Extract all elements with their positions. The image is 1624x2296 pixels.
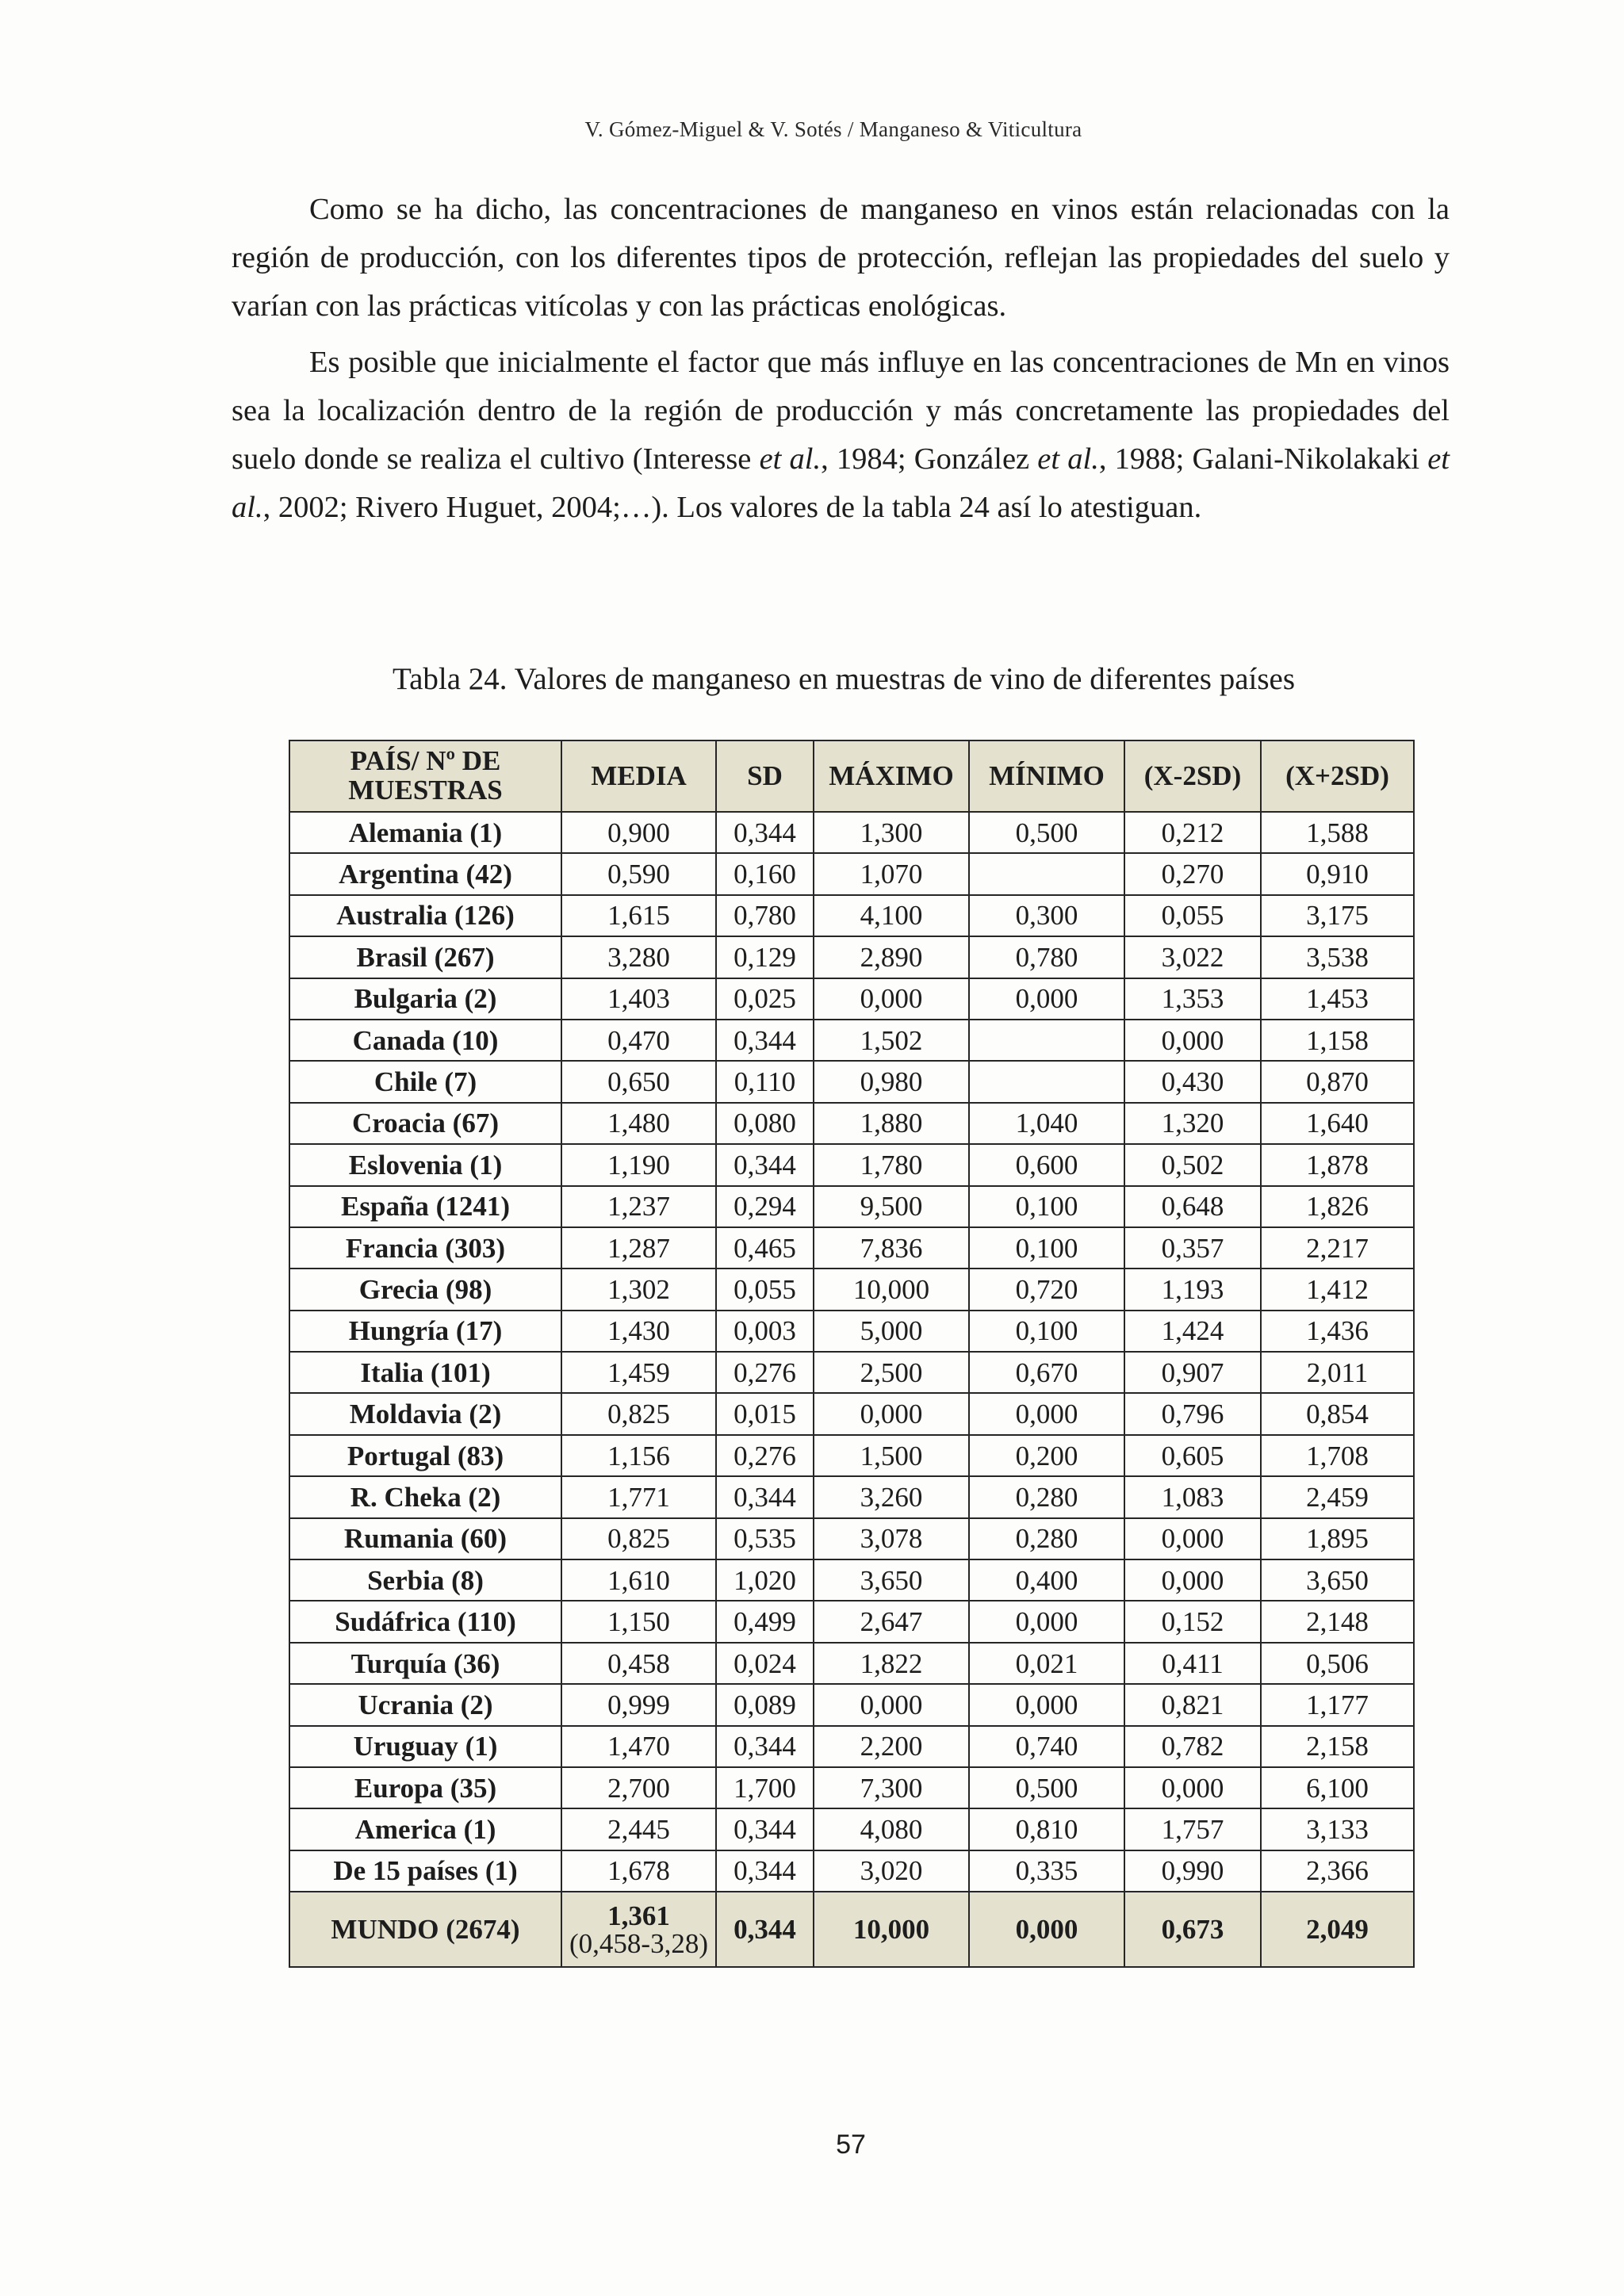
cell-x-plus-2sd: 2,158	[1261, 1726, 1414, 1767]
page-number: 57	[836, 2130, 866, 2160]
cell-maximo: 3,020	[814, 1850, 969, 1892]
table-row	[289, 1684, 1414, 1725]
table-row	[289, 1559, 1414, 1601]
cell-minimo: 0,280	[969, 1476, 1124, 1517]
cell-x-plus-2sd: 1,177	[1261, 1684, 1414, 1725]
cell-x-plus-2sd: 0,854	[1261, 1393, 1414, 1434]
cell-minimo	[969, 1061, 1124, 1102]
cell-minimo: 0,000	[969, 978, 1124, 1020]
cell-sd: 0,535	[716, 1518, 814, 1559]
cell-sd: 0,024	[716, 1643, 814, 1684]
cell-maximo: 1,300	[814, 812, 969, 853]
cell-country: Brasil (267)	[289, 936, 561, 978]
cell-country: R. Cheka (2)	[289, 1476, 561, 1517]
col-header-country: PAÍS/ Nº DE MUESTRAS	[289, 740, 561, 812]
cell-media: 0,825	[561, 1518, 716, 1559]
cell-media: 1,287	[561, 1227, 716, 1269]
cell-country: Eslovenia (1)	[289, 1144, 561, 1185]
cell-x-minus-2sd: 0,990	[1124, 1850, 1261, 1892]
cell-sd: 0,129	[716, 936, 814, 978]
cell-minimo	[969, 853, 1124, 894]
cell-x-plus-2sd: 2,148	[1261, 1601, 1414, 1642]
cell-x-plus-2sd: 1,436	[1261, 1311, 1414, 1352]
cell-maximo: 4,100	[814, 895, 969, 936]
cell-media: 0,650	[561, 1061, 716, 1102]
text-run: , 1988; Galani-Nikolakaki	[1098, 442, 1428, 476]
cell-x-plus-2sd: 2,011	[1261, 1352, 1414, 1393]
cell-x-minus-2sd: 0,270	[1124, 853, 1261, 894]
cell-minimo: 0,335	[969, 1850, 1124, 1892]
cell-minimo: 0,500	[969, 812, 1124, 853]
cell-sd: 0,276	[716, 1352, 814, 1393]
cell-maximo: 0,980	[814, 1061, 969, 1102]
cell-media: 1,430	[561, 1311, 716, 1352]
cell-minimo: 0,021	[969, 1643, 1124, 1684]
total-media-cell	[561, 1892, 716, 1967]
table-row	[289, 1808, 1414, 1850]
table-header-row	[289, 740, 1414, 812]
table-row	[289, 895, 1414, 936]
table-row	[289, 1601, 1414, 1642]
cell-maximo: 0,000	[814, 1393, 969, 1434]
citation-italic: et al.	[759, 442, 822, 476]
cell-country: Italia (101)	[289, 1352, 561, 1393]
cell-sd: 0,344	[716, 1850, 814, 1892]
cell-media: 1,470	[561, 1726, 716, 1767]
cell-sd: 0,025	[716, 978, 814, 1020]
total-media: 1,361	[607, 1900, 670, 1931]
cell-sd: 1,700	[716, 1767, 814, 1808]
total-sd: 0,344	[716, 1892, 814, 1967]
cell-maximo: 2,647	[814, 1601, 969, 1642]
cell-media: 1,403	[561, 978, 716, 1020]
cell-x-minus-2sd: 0,000	[1124, 1020, 1261, 1061]
cell-minimo: 0,500	[969, 1767, 1124, 1808]
cell-sd: 0,344	[716, 812, 814, 853]
cell-x-plus-2sd: 1,588	[1261, 812, 1414, 853]
cell-sd: 0,015	[716, 1393, 814, 1434]
cell-country: Croacia (67)	[289, 1103, 561, 1144]
cell-maximo: 5,000	[814, 1311, 969, 1352]
table-row	[289, 1144, 1414, 1185]
cell-minimo: 0,000	[969, 1601, 1124, 1642]
cell-maximo: 3,078	[814, 1518, 969, 1559]
cell-x-plus-2sd: 1,158	[1261, 1020, 1414, 1061]
manganese-table	[289, 740, 1415, 1968]
cell-x-minus-2sd: 1,193	[1124, 1269, 1261, 1310]
cell-x-plus-2sd: 0,870	[1261, 1061, 1414, 1102]
cell-country: Moldavia (2)	[289, 1393, 561, 1434]
cell-x-minus-2sd: 1,083	[1124, 1476, 1261, 1517]
cell-country: Francia (303)	[289, 1227, 561, 1269]
cell-media: 0,999	[561, 1684, 716, 1725]
cell-x-plus-2sd: 1,895	[1261, 1518, 1414, 1559]
cell-minimo: 0,740	[969, 1726, 1124, 1767]
cell-country: America (1)	[289, 1808, 561, 1850]
cell-x-plus-2sd: 1,826	[1261, 1186, 1414, 1227]
cell-sd: 0,344	[716, 1726, 814, 1767]
table-row	[289, 1850, 1414, 1892]
cell-minimo: 0,720	[969, 1269, 1124, 1310]
cell-sd: 0,276	[716, 1435, 814, 1476]
cell-country: Serbia (8)	[289, 1559, 561, 1601]
cell-x-minus-2sd: 0,907	[1124, 1352, 1261, 1393]
table-row	[289, 1726, 1414, 1767]
cell-maximo: 2,200	[814, 1726, 969, 1767]
cell-x-plus-2sd: 1,878	[1261, 1144, 1414, 1185]
cell-minimo	[969, 1020, 1124, 1061]
cell-x-plus-2sd: 3,133	[1261, 1808, 1414, 1850]
table-row	[289, 1518, 1414, 1559]
cell-media: 0,825	[561, 1393, 716, 1434]
cell-country: Australia (126)	[289, 895, 561, 936]
table-row	[289, 1393, 1414, 1434]
cell-sd: 0,080	[716, 1103, 814, 1144]
table-row	[289, 1311, 1414, 1352]
table-row	[289, 1186, 1414, 1227]
cell-media: 1,480	[561, 1103, 716, 1144]
cell-maximo: 1,502	[814, 1020, 969, 1061]
cell-country: Ucrania (2)	[289, 1684, 561, 1725]
cell-maximo: 9,500	[814, 1186, 969, 1227]
cell-country: Sudáfrica (110)	[289, 1601, 561, 1642]
table-caption: Tabla 24. Valores de manganeso en muestras de vino de diferentes países	[392, 662, 1296, 696]
cell-x-minus-2sd: 3,022	[1124, 936, 1261, 978]
cell-minimo: 0,000	[969, 1684, 1124, 1725]
cell-x-plus-2sd: 3,175	[1261, 895, 1414, 936]
col-header-x-plus-2sd: (X+2SD)	[1261, 740, 1414, 812]
table-row	[289, 812, 1414, 853]
table-row	[289, 1435, 1414, 1476]
cell-x-plus-2sd: 3,650	[1261, 1559, 1414, 1601]
cell-country: Grecia (98)	[289, 1269, 561, 1310]
cell-x-plus-2sd: 1,708	[1261, 1435, 1414, 1476]
cell-x-minus-2sd: 0,000	[1124, 1518, 1261, 1559]
cell-country: De 15 países (1)	[289, 1850, 561, 1892]
cell-sd: 0,003	[716, 1311, 814, 1352]
cell-media: 1,150	[561, 1601, 716, 1642]
cell-x-minus-2sd: 0,212	[1124, 812, 1261, 853]
table-row	[289, 1269, 1414, 1310]
cell-country: Chile (7)	[289, 1061, 561, 1102]
cell-x-minus-2sd: 0,411	[1124, 1643, 1261, 1684]
table-row	[289, 1227, 1414, 1269]
cell-sd: 0,344	[716, 1476, 814, 1517]
cell-media: 1,615	[561, 895, 716, 936]
cell-media: 2,445	[561, 1808, 716, 1850]
table-row	[289, 1476, 1414, 1517]
cell-media: 1,771	[561, 1476, 716, 1517]
col-header-x-minus-2sd: (X-2SD)	[1124, 740, 1261, 812]
cell-maximo: 1,070	[814, 853, 969, 894]
cell-sd: 0,344	[716, 1020, 814, 1061]
cell-minimo: 0,600	[969, 1144, 1124, 1185]
cell-country: Turquía (36)	[289, 1643, 561, 1684]
cell-country: Bulgaria (2)	[289, 978, 561, 1020]
table-row	[289, 1352, 1414, 1393]
total-min: 0,000	[969, 1892, 1124, 1967]
cell-x-plus-2sd: 1,640	[1261, 1103, 1414, 1144]
cell-maximo: 7,300	[814, 1767, 969, 1808]
cell-media: 1,610	[561, 1559, 716, 1601]
cell-maximo: 10,000	[814, 1269, 969, 1310]
cell-maximo: 1,880	[814, 1103, 969, 1144]
cell-x-plus-2sd: 2,366	[1261, 1850, 1414, 1892]
cell-maximo: 1,780	[814, 1144, 969, 1185]
table-row	[289, 1643, 1414, 1684]
cell-minimo: 0,780	[969, 936, 1124, 978]
cell-sd: 0,780	[716, 895, 814, 936]
table-row	[289, 1020, 1414, 1061]
cell-maximo: 2,890	[814, 936, 969, 978]
table-row	[289, 936, 1414, 978]
cell-media: 2,700	[561, 1767, 716, 1808]
col-header-minimo: MÍNIMO	[969, 740, 1124, 812]
total-media-range: (0,458-3,28)	[569, 1927, 708, 1959]
cell-media: 0,590	[561, 853, 716, 894]
cell-x-minus-2sd: 0,000	[1124, 1767, 1261, 1808]
cell-minimo: 0,400	[969, 1559, 1124, 1601]
text-run: Como se ha dicho, las concentraciones de manganeso en vinos están relacionadas con la región de producción, con los diferentes tipos de protección, reflejan las propiedades del suelo y varían con las prácticas vitícolas y con las prácticas enológicas.	[232, 193, 1450, 323]
cell-minimo: 1,040	[969, 1103, 1124, 1144]
cell-sd: 0,055	[716, 1269, 814, 1310]
total-max: 10,000	[814, 1892, 969, 1967]
cell-maximo: 1,822	[814, 1643, 969, 1684]
cell-media: 0,470	[561, 1020, 716, 1061]
paragraph	[232, 339, 1450, 532]
cell-x-plus-2sd: 6,100	[1261, 1767, 1414, 1808]
cell-x-minus-2sd: 0,648	[1124, 1186, 1261, 1227]
cell-x-minus-2sd: 0,357	[1124, 1227, 1261, 1269]
cell-maximo: 2,500	[814, 1352, 969, 1393]
cell-x-minus-2sd: 1,757	[1124, 1808, 1261, 1850]
cell-sd: 0,089	[716, 1684, 814, 1725]
cell-minimo: 0,100	[969, 1311, 1124, 1352]
cell-minimo: 0,670	[969, 1352, 1124, 1393]
table-row	[289, 978, 1414, 1020]
cell-x-plus-2sd: 3,538	[1261, 936, 1414, 978]
col-header-sd: SD	[716, 740, 814, 812]
cell-x-plus-2sd: 1,453	[1261, 978, 1414, 1020]
col-header-media: MEDIA	[561, 740, 716, 812]
cell-sd: 0,465	[716, 1227, 814, 1269]
cell-x-minus-2sd: 1,424	[1124, 1311, 1261, 1352]
cell-country: Argentina (42)	[289, 853, 561, 894]
paragraph	[232, 186, 1450, 331]
cell-minimo: 0,810	[969, 1808, 1124, 1850]
cell-maximo: 0,000	[814, 978, 969, 1020]
cell-minimo: 0,200	[969, 1435, 1124, 1476]
cell-media: 1,459	[561, 1352, 716, 1393]
cell-country: Canada (10)	[289, 1020, 561, 1061]
cell-media: 1,237	[561, 1186, 716, 1227]
cell-media: 1,302	[561, 1269, 716, 1310]
cell-sd: 0,499	[716, 1601, 814, 1642]
cell-sd: 0,344	[716, 1144, 814, 1185]
cell-minimo: 0,100	[969, 1186, 1124, 1227]
cell-x-minus-2sd: 0,152	[1124, 1601, 1261, 1642]
cell-x-minus-2sd: 0,821	[1124, 1684, 1261, 1725]
text-run: , 2002; Rivero Huguet, 2004;…). Los valores de la tabla 24 así lo atestiguan.	[262, 491, 1202, 524]
cell-country: Alemania (1)	[289, 812, 561, 853]
cell-x-minus-2sd: 1,353	[1124, 978, 1261, 1020]
running-header: V. Gómez-Miguel & V. Sotés / Manganeso & Viticultura	[584, 117, 1082, 141]
cell-country: España (1241)	[289, 1186, 561, 1227]
total-row	[289, 1892, 1414, 1967]
cell-country: Europa (35)	[289, 1767, 561, 1808]
cell-x-plus-2sd: 0,506	[1261, 1643, 1414, 1684]
cell-maximo: 7,836	[814, 1227, 969, 1269]
table-row	[289, 853, 1414, 894]
cell-maximo: 0,000	[814, 1684, 969, 1725]
cell-x-minus-2sd: 0,502	[1124, 1144, 1261, 1185]
cell-maximo: 3,650	[814, 1559, 969, 1601]
total-x-plus-2sd: 2,049	[1261, 1892, 1414, 1967]
cell-sd: 0,294	[716, 1186, 814, 1227]
cell-minimo: 0,000	[969, 1393, 1124, 1434]
cell-country: Hungría (17)	[289, 1311, 561, 1352]
cell-x-minus-2sd: 0,055	[1124, 895, 1261, 936]
citation-italic: et al.	[232, 442, 1450, 524]
table-row	[289, 1767, 1414, 1808]
cell-x-plus-2sd: 1,412	[1261, 1269, 1414, 1310]
cell-country: Uruguay (1)	[289, 1726, 561, 1767]
cell-media: 0,900	[561, 812, 716, 853]
cell-media: 1,190	[561, 1144, 716, 1185]
cell-minimo: 0,300	[969, 895, 1124, 936]
cell-sd: 0,110	[716, 1061, 814, 1102]
cell-maximo: 4,080	[814, 1808, 969, 1850]
cell-x-plus-2sd: 0,910	[1261, 853, 1414, 894]
cell-minimo: 0,100	[969, 1227, 1124, 1269]
cell-media: 0,458	[561, 1643, 716, 1684]
cell-x-minus-2sd: 0,000	[1124, 1559, 1261, 1601]
cell-media: 1,156	[561, 1435, 716, 1476]
body-text	[232, 186, 1450, 540]
total-x-minus-2sd: 0,673	[1124, 1892, 1261, 1967]
cell-x-minus-2sd: 0,796	[1124, 1393, 1261, 1434]
cell-sd: 0,344	[716, 1808, 814, 1850]
cell-country: Rumania (60)	[289, 1518, 561, 1559]
cell-x-plus-2sd: 2,459	[1261, 1476, 1414, 1517]
text-run: Es posible que inicialmente el factor que más influye en las concentraciones de Mn en vinos sea la localización dentro de la región de producción y más concretamente las propiedades del suelo donde se realiza el cultivo (Interesse	[232, 346, 1450, 476]
table-row	[289, 1103, 1414, 1144]
cell-maximo: 1,500	[814, 1435, 969, 1476]
table-row	[289, 1061, 1414, 1102]
cell-sd: 0,160	[716, 853, 814, 894]
cell-sd: 1,020	[716, 1559, 814, 1601]
citation-italic: et al.	[1037, 442, 1099, 476]
cell-minimo: 0,280	[969, 1518, 1124, 1559]
cell-x-plus-2sd: 2,217	[1261, 1227, 1414, 1269]
col-header-maximo: MÁXIMO	[814, 740, 969, 812]
cell-media: 3,280	[561, 936, 716, 978]
cell-country: Portugal (83)	[289, 1435, 561, 1476]
table-body	[289, 812, 1414, 1892]
total-country: MUNDO (2674)	[289, 1892, 561, 1967]
cell-x-minus-2sd: 0,605	[1124, 1435, 1261, 1476]
cell-x-minus-2sd: 1,320	[1124, 1103, 1261, 1144]
cell-x-minus-2sd: 0,430	[1124, 1061, 1261, 1102]
cell-x-minus-2sd: 0,782	[1124, 1726, 1261, 1767]
cell-maximo: 3,260	[814, 1476, 969, 1517]
cell-media: 1,678	[561, 1850, 716, 1892]
text-run: , 1984; González	[821, 442, 1038, 476]
